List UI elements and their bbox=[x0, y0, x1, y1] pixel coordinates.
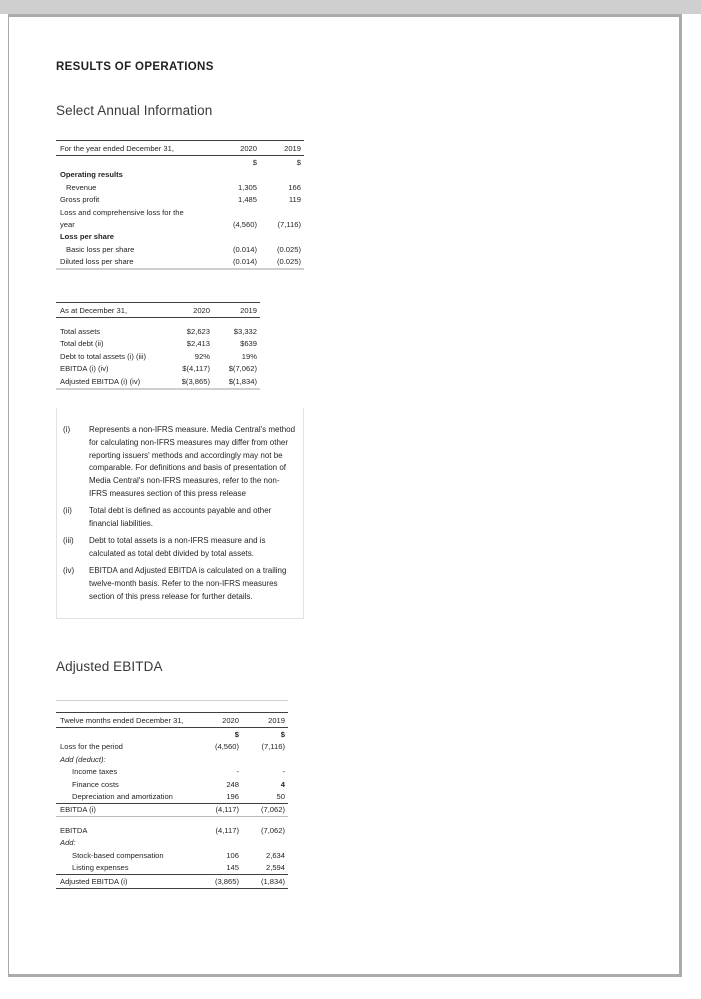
footnotes-block bbox=[56, 408, 304, 619]
spacer-row bbox=[56, 817, 288, 825]
currency-symbol-2019: $ bbox=[280, 729, 285, 739]
table-row: Listing expenses 145 2,594 bbox=[56, 862, 288, 875]
column-header-asat: As at December 31, bbox=[56, 303, 166, 318]
table-row: Loss for the period (4,560) (7,116) bbox=[60, 742, 285, 752]
column-header-2019: 2019 bbox=[213, 303, 260, 318]
footnote-item bbox=[63, 565, 297, 604]
table-row: Total assets $2,623 $3,332 bbox=[60, 327, 257, 337]
column-header-2019: 2019 bbox=[242, 713, 288, 728]
table-row: Add: bbox=[60, 838, 76, 848]
column-header-2020: 2020 bbox=[166, 303, 213, 318]
document-page bbox=[8, 14, 682, 977]
page-title: RESULTS OF OPERATIONS bbox=[56, 61, 214, 73]
table-row: Depreciation and amortization 196 50 bbox=[56, 790, 288, 803]
total-label: Adjusted EBITDA (i) bbox=[56, 875, 196, 888]
footnote-marker: (iii) bbox=[63, 536, 74, 546]
select-annual-information-table-wrapper bbox=[56, 140, 346, 270]
currency-symbol-2019: $ bbox=[296, 157, 301, 167]
table-gap bbox=[56, 270, 346, 302]
table-header-row bbox=[56, 303, 260, 318]
subtotal-2019: (7,062) bbox=[242, 803, 288, 816]
footnote-text: Represents a non-IFRS measure. Media Central's method for calculating non-IFRS measures may differ from other reporting issuers' methods and accordingly may not be comparable. For definitions and basis of presentation of Media Central's non-IFRS measures, refer to the non-IFRS measures section of this press release bbox=[89, 424, 296, 499]
table-header-row bbox=[56, 713, 288, 728]
table-row: Finance costs 248 4 bbox=[72, 779, 285, 789]
table-row: Adjusted EBITDA (i) (iv) $(3,865) $(1,834) bbox=[56, 375, 260, 388]
footnote-marker: (i) bbox=[63, 424, 71, 434]
column-header-2020: 2020 bbox=[216, 141, 260, 156]
table-row: Total debt (ii) $2,413 $639 bbox=[60, 339, 257, 349]
footnote-item bbox=[63, 535, 297, 561]
footnote-item bbox=[63, 505, 297, 531]
column-header-2020: 2020 bbox=[196, 713, 242, 728]
table-row: Loss per share bbox=[60, 232, 115, 242]
table-row: Stock-based compensation 106 2,634 bbox=[72, 850, 285, 860]
footnote-text: Total debt is defined as accounts payable and other financial liabilities. bbox=[89, 506, 272, 529]
footnote-marker: (ii) bbox=[63, 506, 72, 516]
window-chrome-band bbox=[0, 0, 701, 14]
subtotal-label: EBITDA (i) bbox=[56, 803, 196, 816]
table-row: Gross profit 1,485 119 bbox=[60, 195, 301, 205]
subtotal-2020: (4,117) bbox=[196, 803, 242, 816]
footnote-text: EBITDA and Adjusted EBITDA is calculated on a trailing twelve-month basis. Refer to the non-IFRS measures section of this press release for further details. bbox=[89, 566, 287, 602]
footnote-text: Debt to total assets is a non-IFRS measure and is calculated as total debt divided by total assets. bbox=[89, 536, 266, 559]
adjusted-ebitda-table bbox=[56, 712, 288, 889]
footnote-item bbox=[63, 424, 297, 502]
currency-symbol-2020: $ bbox=[252, 157, 257, 167]
select-annual-information-table bbox=[56, 140, 304, 270]
currency-symbol-2020: $ bbox=[234, 729, 239, 739]
currency-row bbox=[56, 156, 304, 169]
table-row: Diluted loss per share (0.014) (0.025) bbox=[56, 256, 304, 269]
column-header-period: Twelve months ended December 31, bbox=[56, 713, 196, 728]
column-header-period: For the year ended December 31, bbox=[56, 141, 216, 156]
total-2020: (3,865) bbox=[196, 875, 242, 888]
table-row: EBITDA (i) (iv) $(4,117) $(7,062) bbox=[60, 364, 257, 374]
table-row: Loss and comprehensive loss for the bbox=[60, 207, 184, 217]
table-row: Basic loss per share (0.014) (0.025) bbox=[66, 244, 301, 254]
spacer-row bbox=[56, 318, 260, 326]
subsection-heading-adjusted-ebitda: Adjusted EBITDA bbox=[56, 659, 163, 675]
document-content bbox=[56, 61, 346, 889]
table-top-divider bbox=[56, 700, 288, 701]
total-2019: (1,834) bbox=[242, 875, 288, 888]
table-row: Operating results bbox=[60, 170, 123, 180]
table-row: Add (deduct): bbox=[60, 754, 106, 764]
table-row: Debt to total assets (i) (iii) 92% 19% bbox=[60, 351, 257, 361]
currency-row bbox=[56, 728, 288, 741]
column-header-2019: 2019 bbox=[260, 141, 304, 156]
footnote-marker: (iv) bbox=[63, 566, 75, 576]
subsection-heading-select-annual-information: Select Annual Information bbox=[56, 103, 213, 118]
table-subtotal-row bbox=[56, 803, 288, 816]
table-header-row bbox=[56, 141, 304, 156]
table-row: Income taxes - - bbox=[72, 767, 285, 777]
table-row: Revenue 1,305 166 bbox=[66, 182, 301, 192]
table-total-row bbox=[56, 875, 288, 888]
balance-metrics-table bbox=[56, 302, 260, 389]
table-row: year (4,560) (7,116) bbox=[60, 220, 301, 230]
table-row: EBITDA (4,117) (7,062) bbox=[60, 825, 285, 835]
